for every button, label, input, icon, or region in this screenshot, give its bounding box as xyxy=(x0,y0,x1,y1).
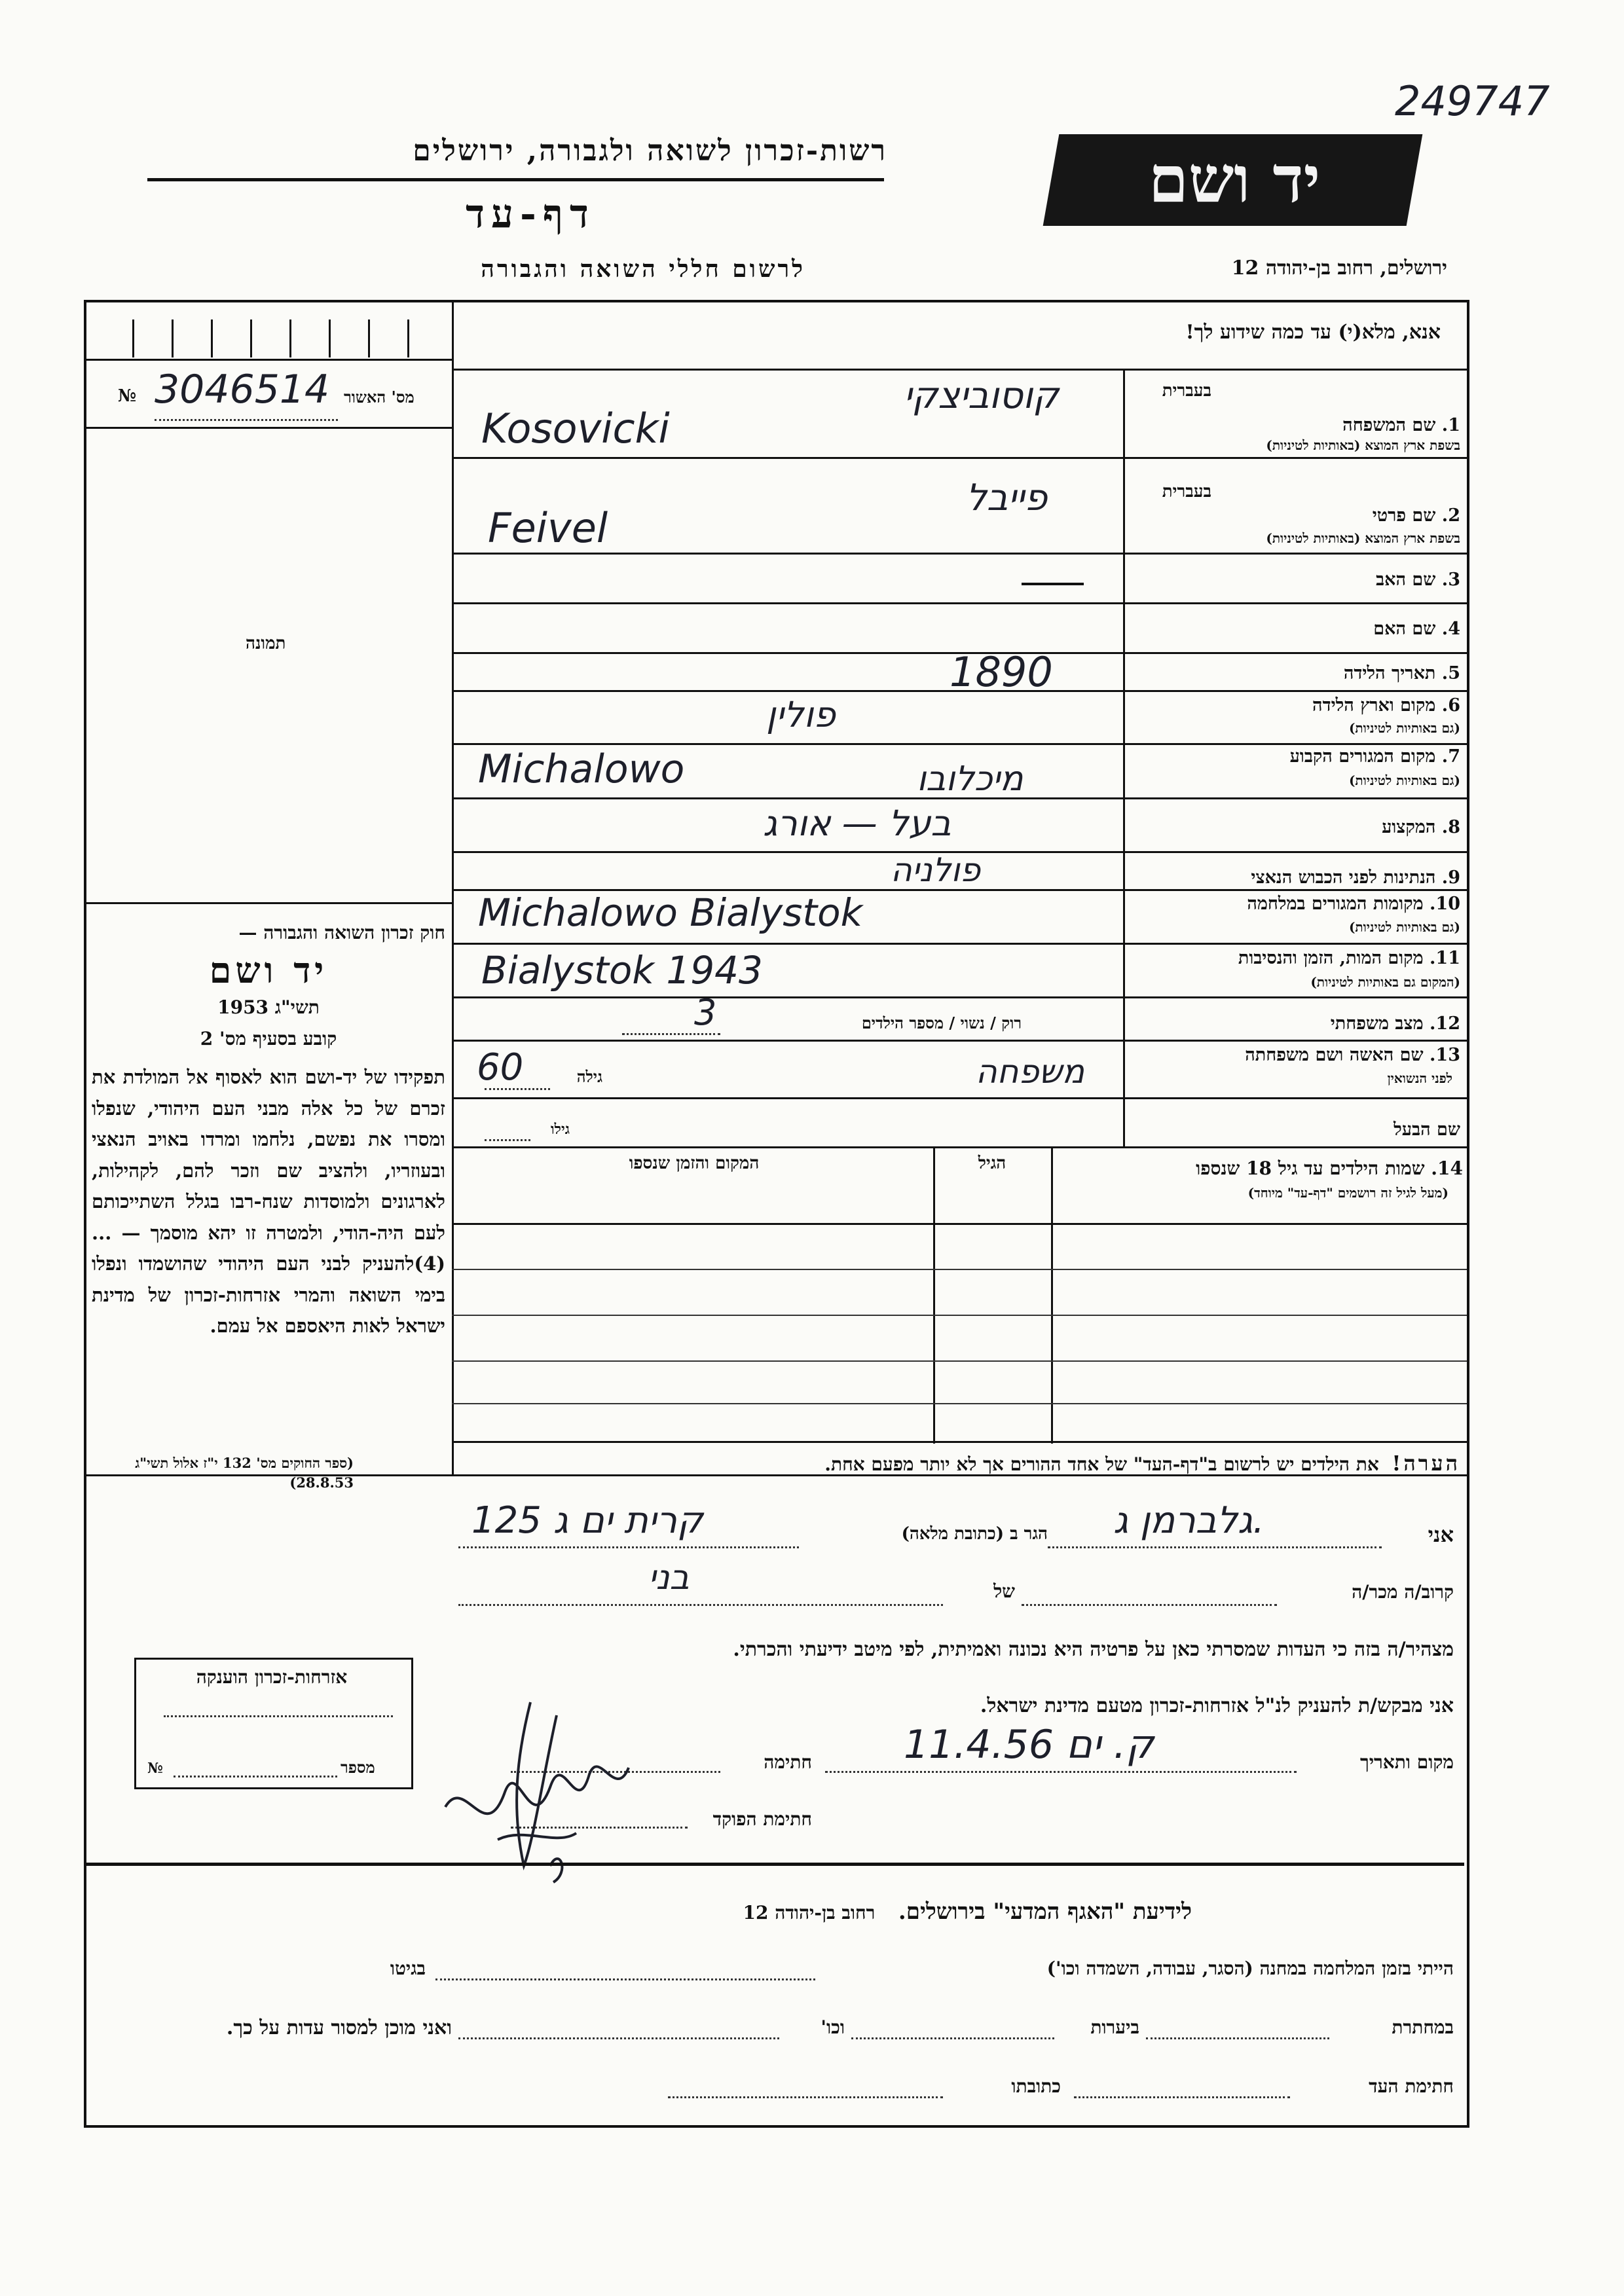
children-title: שמות הילדים עד גיל 18 שנספו xyxy=(1196,1157,1425,1179)
children-num: 14. xyxy=(1431,1157,1463,1179)
field-2-value-he: פייבל xyxy=(966,477,1048,519)
field-1-hebrew-tag: בעברית xyxy=(1162,381,1211,401)
field-4-label: שם האם xyxy=(1373,619,1436,639)
col-place-header: המקום והזמן שנספו xyxy=(629,1154,760,1173)
field-9-label: הנתינות לפני הכבוש הנאצי xyxy=(1251,867,1436,888)
form-subtitle: לרשום חללי השואה והגבורה xyxy=(481,255,805,283)
signature-label: חתימה xyxy=(764,1751,812,1773)
field-7-label: מקום המגורים הקבוע xyxy=(1289,746,1436,767)
request-text: אני מבקש/ת להעניק לנ"ל אזרחות-זכרון מטעם מדינת ישראל. xyxy=(980,1694,1454,1717)
official-signature-label: חתימת הפוקד xyxy=(712,1808,812,1830)
field-13-value: משפחה xyxy=(976,1053,1084,1091)
field-10-sub: (גם באותיות לטיניות) xyxy=(1348,919,1460,935)
field-2-sub: בשפת ארץ המוצא (באותיות לטיניות) xyxy=(1266,530,1460,546)
logo-text: יד ושם xyxy=(1148,142,1321,217)
field-10-value: Michalowo Bialystok xyxy=(478,890,863,935)
field-2-hebrew-tag: בעברית xyxy=(1162,482,1211,501)
citizenship-no-sign: № xyxy=(147,1760,163,1777)
law-year: תשי"ג 1953 xyxy=(217,996,320,1018)
archive-number: 249747 xyxy=(1395,77,1550,125)
signature-scribble xyxy=(419,1676,642,1892)
registration-label: מס' האשור xyxy=(344,388,415,407)
address: ירושלים, רחוב בן-יהודה 12 xyxy=(1231,257,1447,280)
field-10-num: 10. xyxy=(1430,894,1460,914)
field-6-sub: (גם באותיות לטיניות) xyxy=(1348,720,1460,736)
law-title: חוק זכרון השואה והגבורה — xyxy=(238,922,445,943)
declaration-text: מצהיר/ה בזה כי העדות שמסרתי כאן על פרטיה היא נכונה ואמיתית, לפי מיטב ידיעתי והכרתי. xyxy=(733,1638,1454,1661)
husband-label: שם הבעל xyxy=(1393,1120,1460,1140)
children-table-rows xyxy=(452,1223,1467,1439)
law-text: תפקידו של יד-ושם הוא לאסוף אל המולדת את זכרם של כל אלה מבני העם היהודי, שנפלו ומסרו את נפשם, נלחמו ומרדו באויב הנאצי ובעוזריו, ולהציב שם וזכר להם, לקהילות, לארגונים ולמוסדות שנח-רבו בגלל השתייכותם לעם היה-הודי, ולמטרה זו יהא מוסמך — ...(4)להעניק לבני העם היהודי שהושמדו ונפלו בימי השואה והמרי אזרחות-זכרון של מדינת ישראל לאות היאספם אל עמם. xyxy=(92,1066,445,1337)
bottom-willing: ואני מוכן למסור עדות על כך. xyxy=(226,2016,452,2039)
witness-signature-label: חתימת העד xyxy=(1369,2075,1454,2097)
field-13-age-label: גילה xyxy=(576,1067,602,1086)
field-9-value: פולניה xyxy=(891,851,981,889)
field-7-sub: (גם באותיות לטיניות) xyxy=(1348,773,1460,788)
bottom-line1: הייתי בזמן המלחמה במחנה (הסגר, עבודה, השמדה וכו') xyxy=(1046,1958,1454,1979)
field-7-value-latin: Michalowo xyxy=(478,746,685,792)
declarant-address: קרית ים ג 125 xyxy=(471,1499,703,1542)
field-11-label: מקום המות, הזמן והנסיבות xyxy=(1238,948,1424,968)
field-8-num: 8. xyxy=(1441,817,1460,837)
field-4-num: 4. xyxy=(1441,619,1460,639)
law-logo: יד ושם xyxy=(209,949,328,991)
field-1-value-latin: Kosovicki xyxy=(481,405,670,452)
field-8-value: בעל — אורג xyxy=(763,803,951,844)
field-11-num: 11. xyxy=(1430,948,1460,968)
field-8-label: המקצוע xyxy=(1382,817,1436,837)
field-1-value-he: קוסוביצקי xyxy=(904,374,1059,417)
field-9-num: 9. xyxy=(1441,867,1460,888)
field-13-num: 13. xyxy=(1430,1045,1460,1065)
form-title: דף-עד xyxy=(466,191,595,237)
field-2-label: שם פרטי xyxy=(1372,505,1436,526)
husband-age-label: גילו xyxy=(551,1121,570,1138)
field-3-label: שם האב xyxy=(1376,570,1436,590)
place-date-label: מקום ותאריך xyxy=(1359,1751,1454,1773)
bottom-forests: ביערות xyxy=(1090,2016,1139,2038)
field-1-sub: בשפת ארץ המוצא (באותיות לטיניות) xyxy=(1266,437,1460,453)
law-section: קובע בסעיף מס' 2 xyxy=(200,1028,337,1049)
declarant-resides-label: הגר ב (כתובת מלאה) xyxy=(901,1524,1048,1544)
field-5-label: תאריך הלידה xyxy=(1343,663,1436,683)
instruction: אנא, מלא(י) עד כמה שידוע לך! xyxy=(1185,321,1441,344)
place-date-value: ק. ים 11.4.56 xyxy=(904,1722,1154,1768)
field-13-age-value: 60 xyxy=(477,1046,524,1089)
field-13-sub: לפני הנשואין xyxy=(1387,1070,1452,1086)
field-5-value: 1890 xyxy=(950,648,1053,696)
field-12-label: מצב משפחתי xyxy=(1330,1013,1424,1034)
field-6-label: מקום וארץ הלידה xyxy=(1312,695,1436,716)
registration-value: 3046514 xyxy=(155,367,330,412)
field-2-num: 2. xyxy=(1441,505,1460,526)
field-10-label: מקומות המגורים במלחמה xyxy=(1247,894,1424,914)
citizenship-number-label: מספר xyxy=(341,1758,375,1777)
field-2-value-latin: Feivel xyxy=(488,504,608,552)
field-7-num: 7. xyxy=(1441,746,1460,767)
field-12-children: 3 xyxy=(694,992,717,1033)
col-age-header: הגיל xyxy=(978,1154,1006,1173)
bottom-ghetto: בגיטו xyxy=(390,1958,426,1979)
relative-label: קרוב/ה מכר/ה xyxy=(1352,1581,1454,1603)
bottom-underground: במחתרת xyxy=(1392,2016,1454,2038)
bottom-title: לידיעת "האגף המדעי" בירושלים. xyxy=(898,1899,1192,1925)
children-subtitle: (מעל לגיל זה רושמים "דף-עד" מיוחד) xyxy=(1247,1185,1449,1201)
bottom-etc: וכו' xyxy=(821,2016,845,2038)
field-13-label: שם האשה ושם משפחתה xyxy=(1245,1045,1424,1065)
field-12-num: 12. xyxy=(1430,1013,1460,1034)
note-label: הערה! xyxy=(1392,1451,1460,1476)
authority-name: רשות-זכרון לשואה ולגבורה, ירושלים xyxy=(413,134,887,168)
note xyxy=(458,1451,1460,1476)
registration-boxes xyxy=(86,319,451,357)
field-3-num: 3. xyxy=(1441,570,1460,590)
field-1-label: שם המשפחה xyxy=(1342,415,1436,435)
declarant-i-label: אני xyxy=(1428,1522,1454,1547)
field-11-sub: (המקום גם באותיות לטיניות) xyxy=(1310,974,1460,990)
field-1-num: 1. xyxy=(1441,415,1460,435)
relation-value: בני xyxy=(648,1558,690,1597)
declarant-name: גלברמן ג. xyxy=(1113,1499,1264,1542)
law-source: (ספר החוקים מס' 132 י"ז אלול תשי"ג 28.8.53) xyxy=(135,1455,354,1491)
field-12-options: רוק / נשוי / מספר הילדים xyxy=(861,1013,1022,1032)
bottom-address: רחוב בן-יהודה 12 xyxy=(743,1902,876,1923)
field-11-value: Bialystok 1943 xyxy=(481,948,763,993)
registration-no-sign: № xyxy=(118,386,137,406)
field-6-value: פולין xyxy=(766,694,836,735)
photo-label: תמונה xyxy=(246,634,286,653)
field-5-num: 5. xyxy=(1441,663,1460,683)
note-text: את הילדים יש לרשום ב"דף-העד" של אחד ההורים אך לא יותר מפעם אחת. xyxy=(824,1453,1379,1475)
field-6-num: 6. xyxy=(1441,695,1460,716)
citizenship-title: אזרחות-זכרון הוענקה xyxy=(196,1666,348,1688)
witness-address-label: כתובתו xyxy=(1011,2075,1061,2097)
of-label: של xyxy=(993,1580,1015,1602)
field-7-value-he: מיכלובו xyxy=(917,759,1024,799)
